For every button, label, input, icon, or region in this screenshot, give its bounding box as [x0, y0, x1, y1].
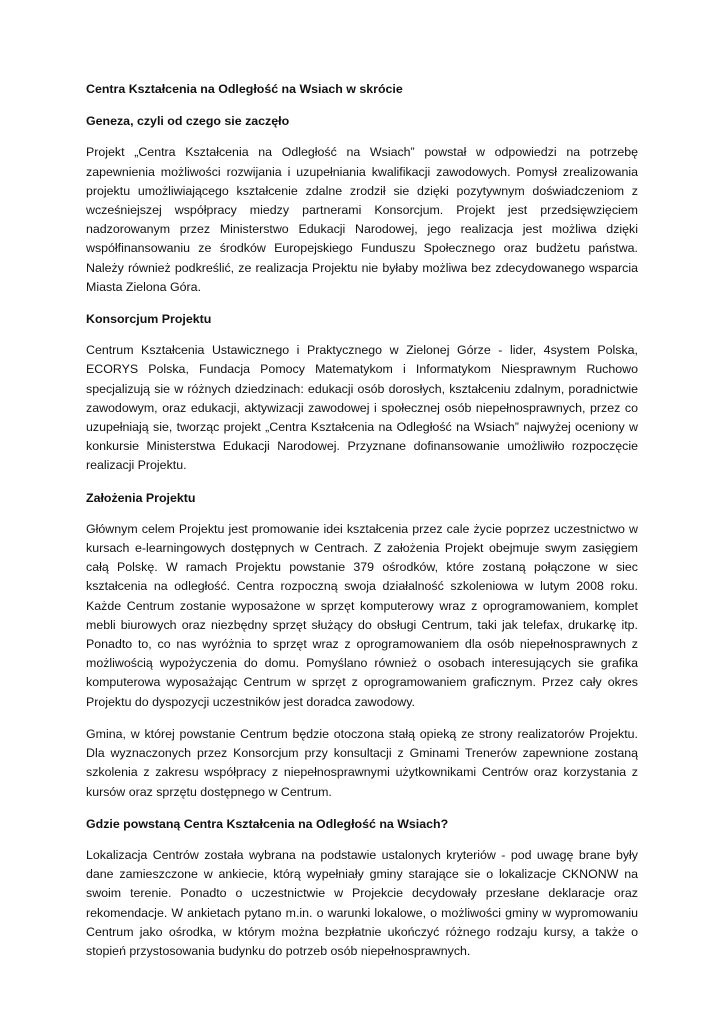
document-page — [86, 80, 638, 974]
section-assumptions — [86, 489, 638, 802]
section-paragraph: Gmina, w której powstanie Centrum będzie otoczona stałą opieką ze strony realizatorów Projektu. Dla wyznaczonych przez Konsorcjum przy konsultacji z Gminami Trenerów zapewnione zostaną szkolenia z zakresu współpracy z niepełnosprawnymi użytkownikami Centrów oraz korzystania z kursów oraz sprzętu dostępnego w Centrum. — [86, 726, 638, 799]
section-heading-assumptions: Założenia Projektu — [86, 490, 196, 505]
section-heading-consortium: Konsorcjum Projektu — [86, 312, 212, 327]
section-paragraph: Głównym celem Projektu jest promowanie idei kształcenia przez cale życie poprzez uczestnictwo w kursach e-learningowych dostępnych w Centrach. Z założenia Projekt obejmuje swym zasięgiem całą Polskę. W ramach Projektu powstanie 379 ośrodków, które zostaną połączone w siec kształcenia na odległość. Centra rozpoczną swoja działalność szkoleniowa w lutym 2008 roku. Każde Centrum zostanie wyposażone w sprzęt komputerowy wraz z oprogramowaniem, komplet mebli biurowych oraz niezbędny sprzęt służący do obsługi Centrum, taki jak telefax, drukarkę itp. Ponadto to, co nas wyróżnia to sprzęt wraz z oprogramowaniem dla osób niepełnosprawnych z możliwością wypożyczenia do domu. Pomyślano również o osobach interesujących sie grafika komputerowa wyposażając Centrum w sprzęt z oprogramowaniem graficznym. Przez cały okres Projektu do dyspozycji uczestników jest doradca zawodowy. — [86, 521, 638, 709]
section-genesis — [86, 112, 638, 297]
section-heading-genesis: Geneza, czyli od czego sie zaczęło — [86, 114, 290, 129]
section-locations — [86, 815, 638, 961]
document-title: Centra Kształcenia na Odległość na Wsiach w skrócie — [86, 82, 403, 96]
section-paragraph: Projekt „Centra Kształcenia na Odległość na Wsiach” powstał w odpowiedzi na potrzebę zapewnienia możliwości rozwijania i uzupełniania kwalifikacji zawodowych. Pomysł zrealizowania projektu umożliwiającego kształcenie zdalne zrodził sie dzięki pozytywnym doświadczeniom z wcześniejszej współpracy miedzy partnerami Konsorcjum. Projekt jest przedsięwzięciem nadzorowanym przez Ministerstwo Edukacji Narodowej, jego realizacja jest możliwa dzięki współfinansowaniu ze środków Europejskiego Funduszu Społecznego oraz budżetu państwa. Należy również podkreślić, ze realizacja Projektu nie byłaby możliwa bez zdecydowanego wsparcia Miasta Zielona Góra. — [86, 145, 638, 294]
section-heading-locations: Gdzie powstaną Centra Kształcenia na Odległość na Wsiach? — [86, 816, 449, 831]
section-paragraph: Centrum Kształcenia Ustawicznego i Praktycznego w Zielonej Górze - lider, 4system Polska, ECORYS Polska, Fundacja Pomocy Matematykom i Informatykom Niesprawnym Ruchowo specjalizują sie w różnych dziedzinach: edukacji osób dorosłych, kształceniu zdalnym, poradnictwie zawodowym, oraz edukacji, aktywizacji zawodowej i społecznej osób niepełnosprawnych, przez co uzupełniają sie, tworząc projekt „Centra Kształcenia na Odległość na Wsiach” najwyżej oceniony w konkursie Ministerstwa Edukacji Narodowej. Przyznane dofinansowanie umożliwiło rozpoczęcie realizacji Projektu. — [86, 343, 638, 473]
section-paragraph: Lokalizacja Centrów została wybrana na podstawie ustalonych kryteriów - pod uwagę brane były dane zamieszczone w ankiecie, którą wypełniały gminy starające sie o lokalizacje CKNONW na swoim terenie. Ponadto o uczestnictwie w Projekcie decydowały przesłane deklaracje oraz rekomendacje. W ankietach pytano m.in. o warunki lokalowe, o możliwości gminy w wypromowaniu Centrum jako ośrodka, w którym można bezpłatnie ukończyć różnego rodzaju kursy, a także o stopień przystosowania budynku do potrzeb osób niepełnosprawnych. — [86, 847, 638, 958]
section-consortium — [86, 310, 638, 476]
